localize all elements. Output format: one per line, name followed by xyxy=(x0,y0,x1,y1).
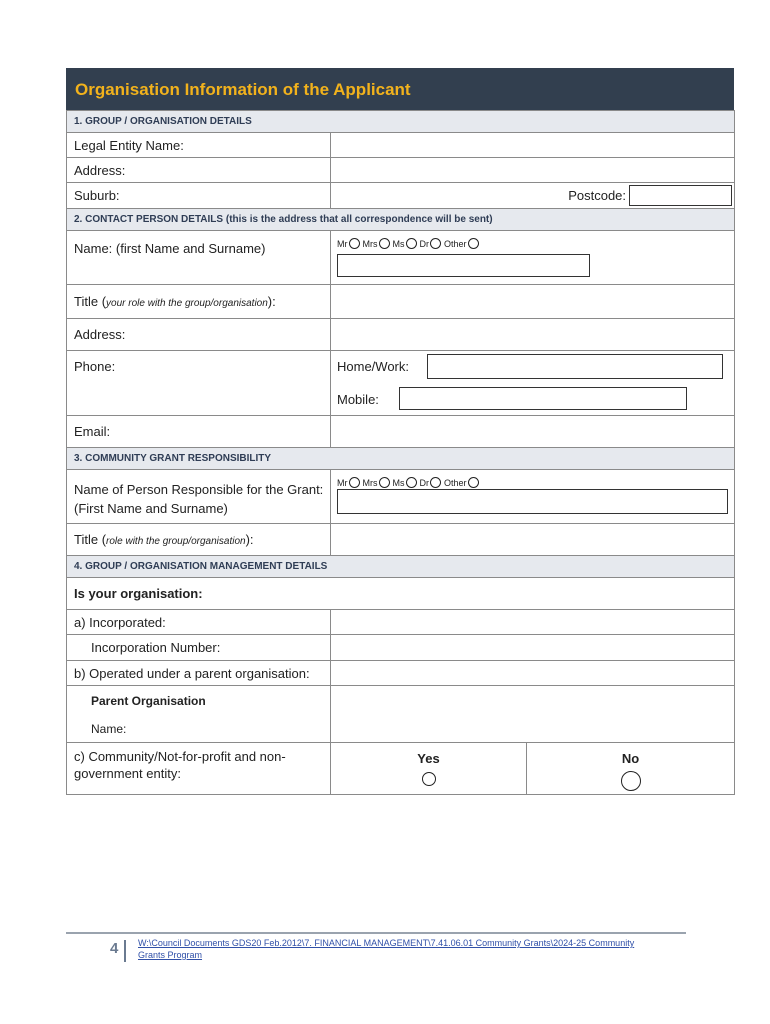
incorporated-label: a) Incorporated: xyxy=(67,610,331,635)
parent-organisation-field[interactable] xyxy=(331,661,735,686)
group-address-label: Address: xyxy=(67,158,331,183)
radio-yes[interactable] xyxy=(422,772,436,786)
document-path-link[interactable]: W:\Council Documents GDS20 Feb.2012\7. FINANCIAL MANAGEMENT\7.41.06.01 Community Grants\2024-25 Community Grants Program xyxy=(138,938,635,960)
radio-mr[interactable] xyxy=(349,238,360,249)
home-work-label: Home/Work: xyxy=(337,359,409,374)
postcode-label: Postcode: xyxy=(568,188,627,203)
parent-organisation-name-cell xyxy=(67,686,331,743)
salutation-label: Dr xyxy=(419,238,429,249)
responsible-title-label xyxy=(67,524,331,556)
incorporated-field[interactable] xyxy=(331,610,735,635)
salutation-label: Mr xyxy=(337,238,348,249)
parent-organisation-heading: Parent Organisation xyxy=(91,694,206,708)
responsible-name-cell xyxy=(331,470,735,524)
legal-entity-field[interactable] xyxy=(331,133,735,158)
section-management-details: 4. GROUP / ORGANISATION MANAGEMENT DETAILS xyxy=(67,556,735,578)
incorporation-number-label: Incorporation Number: xyxy=(67,635,331,661)
form-title: Organisation Information of the Applicant xyxy=(66,68,734,110)
email-label: Email: xyxy=(67,416,331,448)
radio-dr[interactable] xyxy=(430,238,441,249)
radio-mrs[interactable] xyxy=(379,238,390,249)
legal-entity-label: Legal Entity Name: xyxy=(67,133,331,158)
responsible-name-label: Name of Person Responsible for the Grant: (First Name and Surname) xyxy=(67,470,331,524)
contact-name-cell xyxy=(331,231,735,285)
salutation-label: Ms xyxy=(392,477,405,488)
yes-option xyxy=(331,743,527,795)
contact-title-label xyxy=(67,285,331,319)
group-address-field[interactable] xyxy=(331,158,735,183)
email-field[interactable] xyxy=(331,416,735,448)
mobile-label: Mobile: xyxy=(337,392,379,407)
radio-other[interactable] xyxy=(468,477,479,488)
contact-address-label: Address: xyxy=(67,319,331,351)
contact-title-field[interactable] xyxy=(331,285,735,319)
salutation-label: Other xyxy=(444,238,467,249)
no-label: No xyxy=(621,751,640,766)
radio-ms[interactable] xyxy=(406,477,417,488)
phone-cell xyxy=(331,351,735,416)
contact-salutation-options xyxy=(337,238,482,249)
salutation-label: Mr xyxy=(337,477,348,488)
community-entity-label: c) Community/Not-for-profit and non-government entity: xyxy=(67,743,331,795)
parent-organisation-name-field[interactable] xyxy=(331,686,735,743)
responsible-name-input[interactable] xyxy=(337,489,728,514)
organisation-question: Is your organisation: xyxy=(67,578,735,610)
responsible-salutation-options xyxy=(337,477,482,488)
radio-no[interactable] xyxy=(621,771,641,791)
parent-organisation-label: b) Operated under a parent organisation: xyxy=(67,661,331,686)
radio-mrs[interactable] xyxy=(379,477,390,488)
page-footer xyxy=(66,932,686,960)
title-prefix: Title ( xyxy=(74,532,107,547)
section-grant-responsibility: 3. COMMUNITY GRANT RESPONSIBILITY xyxy=(67,448,735,470)
mobile-phone-input[interactable] xyxy=(399,387,687,410)
section-contact-person: 2. CONTACT PERSON DETAILS (this is the address that all correspondence will be sent) xyxy=(67,209,735,231)
title-suffix: ): xyxy=(267,294,276,309)
radio-ms[interactable] xyxy=(406,238,417,249)
applicant-organisation-form xyxy=(66,68,734,795)
suburb-label: Suburb: xyxy=(67,183,331,209)
form-table xyxy=(66,110,735,795)
title-note: your role with the group/organisation xyxy=(106,298,268,309)
no-option xyxy=(527,743,735,795)
salutation-label: Other xyxy=(444,477,467,488)
radio-other[interactable] xyxy=(468,238,479,249)
yes-label: Yes xyxy=(417,751,440,766)
title-prefix: Title ( xyxy=(74,294,107,309)
contact-address-field[interactable] xyxy=(331,319,735,351)
salutation-label: Mrs xyxy=(362,477,378,488)
contact-name-label: Name: (first Name and Surname) xyxy=(67,231,331,285)
parent-name-label: Name: xyxy=(91,722,127,736)
postcode-group xyxy=(568,185,732,206)
title-suffix: ): xyxy=(245,532,254,547)
radio-mr[interactable] xyxy=(349,477,360,488)
salutation-label: Mrs xyxy=(362,238,378,249)
phone-label: Phone: xyxy=(67,351,331,416)
section-group-details: 1. GROUP / ORGANISATION DETAILS xyxy=(67,111,735,133)
radio-dr[interactable] xyxy=(430,477,441,488)
responsible-title-field[interactable] xyxy=(331,524,735,556)
suburb-field[interactable] xyxy=(331,183,735,209)
contact-name-input[interactable] xyxy=(337,254,590,277)
salutation-label: Dr xyxy=(419,477,429,488)
incorporation-number-field[interactable] xyxy=(331,635,735,661)
title-note: role with the group/organisation xyxy=(106,536,246,547)
postcode-input[interactable] xyxy=(629,185,732,206)
page-number: 4 xyxy=(110,940,126,962)
salutation-label: Ms xyxy=(392,238,405,249)
home-work-phone-input[interactable] xyxy=(427,354,723,379)
